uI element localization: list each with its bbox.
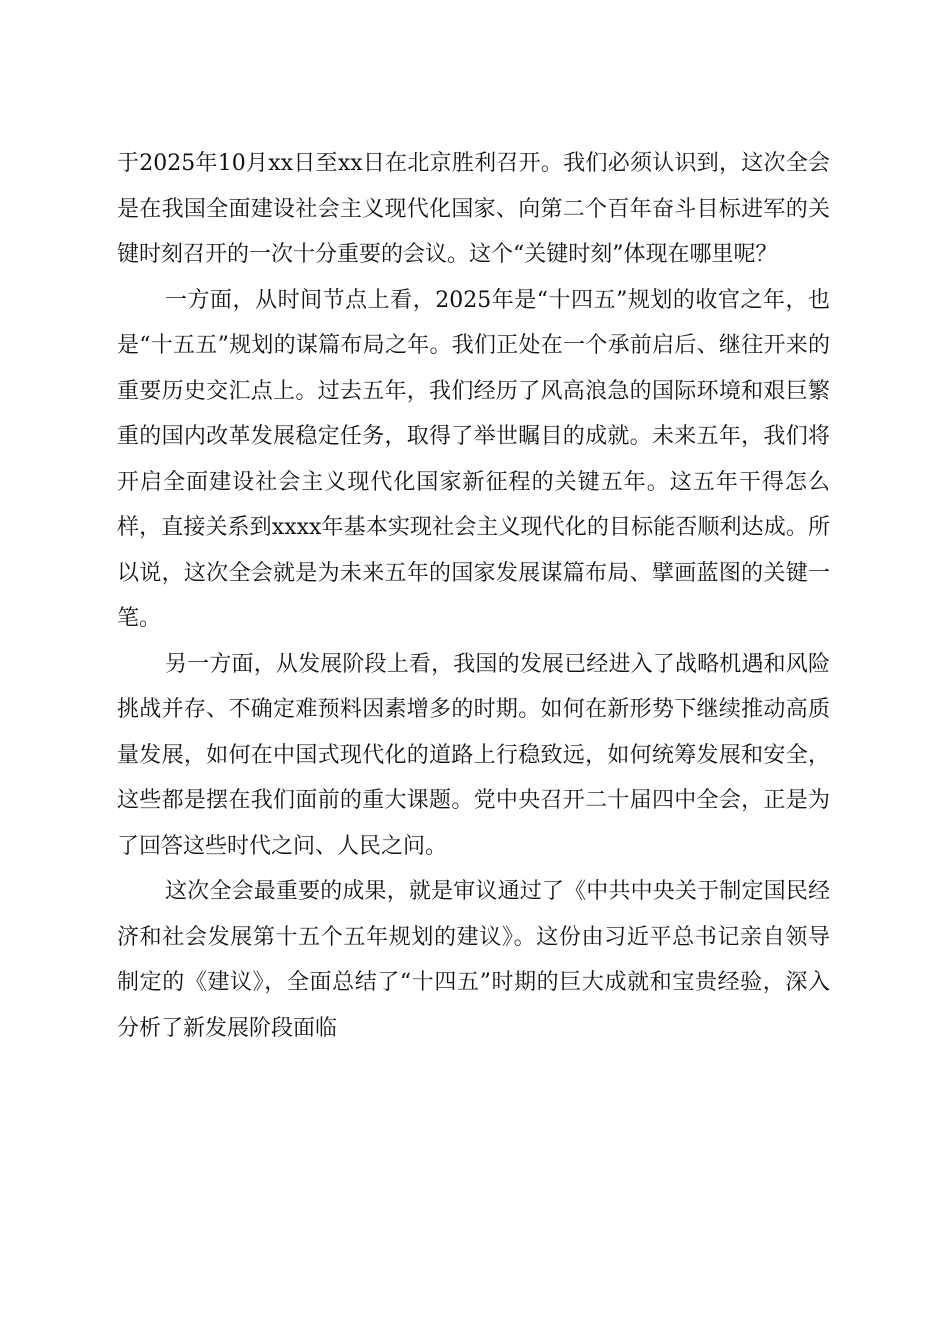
paragraph-3: 另一方面，从发展阶段上看，我国的发展已经进入了战略机遇和风险挑战并存、不确定难预料因素增多的时期。如何在新形势下继续推动高质量发展，如何在中国式现代化的道路上行稳致远，如何统筹发展和安全，这些都是摆在我们面前的重大课题。党中央召开二十届四中全会，正是为了回答这些时代之问、人民之问。 xyxy=(117,651,830,859)
paragraph-4: 这次全会最重要的成果，就是审议通过了《中共中央关于制定国民经济和社会发展第十五个五年规划的建议》。这份由习近平总书记亲自领导制定的《建议》，全面总结了“十四五”时期的巨大成就和宝贵经验，深入分析了新发展阶段面临 xyxy=(117,879,830,1041)
document-body xyxy=(117,141,830,1051)
paragraph-2: 一方面，从时间节点上看，2025年是“十四五”规划的收官之年，也是“十五五”规划的谋篇布局之年。我们正处在一个承前启后、继往开来的重要历史交汇点上。过去五年，我们经历了风高浪急的国际环境和艰巨繁重的国内改革发展稳定任务，取得了举世瞩目的成就。未来五年，我们将开启全面建设社会主义现代化国家新征程的关键五年。这五年干得怎么样，直接关系到xxxx年基本实现社会主义现代化的目标能否顺利达成。所以说，这次全会就是为未来五年的国家发展谋篇布局、擘画蓝图的关键一笔。 xyxy=(117,287,831,631)
paragraph-1: 于2025年10月xx日至xx日在北京胜利召开。我们必须认识到，这次全会是在我国全面建设社会主义现代化国家、向第二个百年奋斗目标进军的关键时刻召开的一次十分重要的会议。这个“关键时刻”体现在哪里呢？ xyxy=(117,151,830,267)
